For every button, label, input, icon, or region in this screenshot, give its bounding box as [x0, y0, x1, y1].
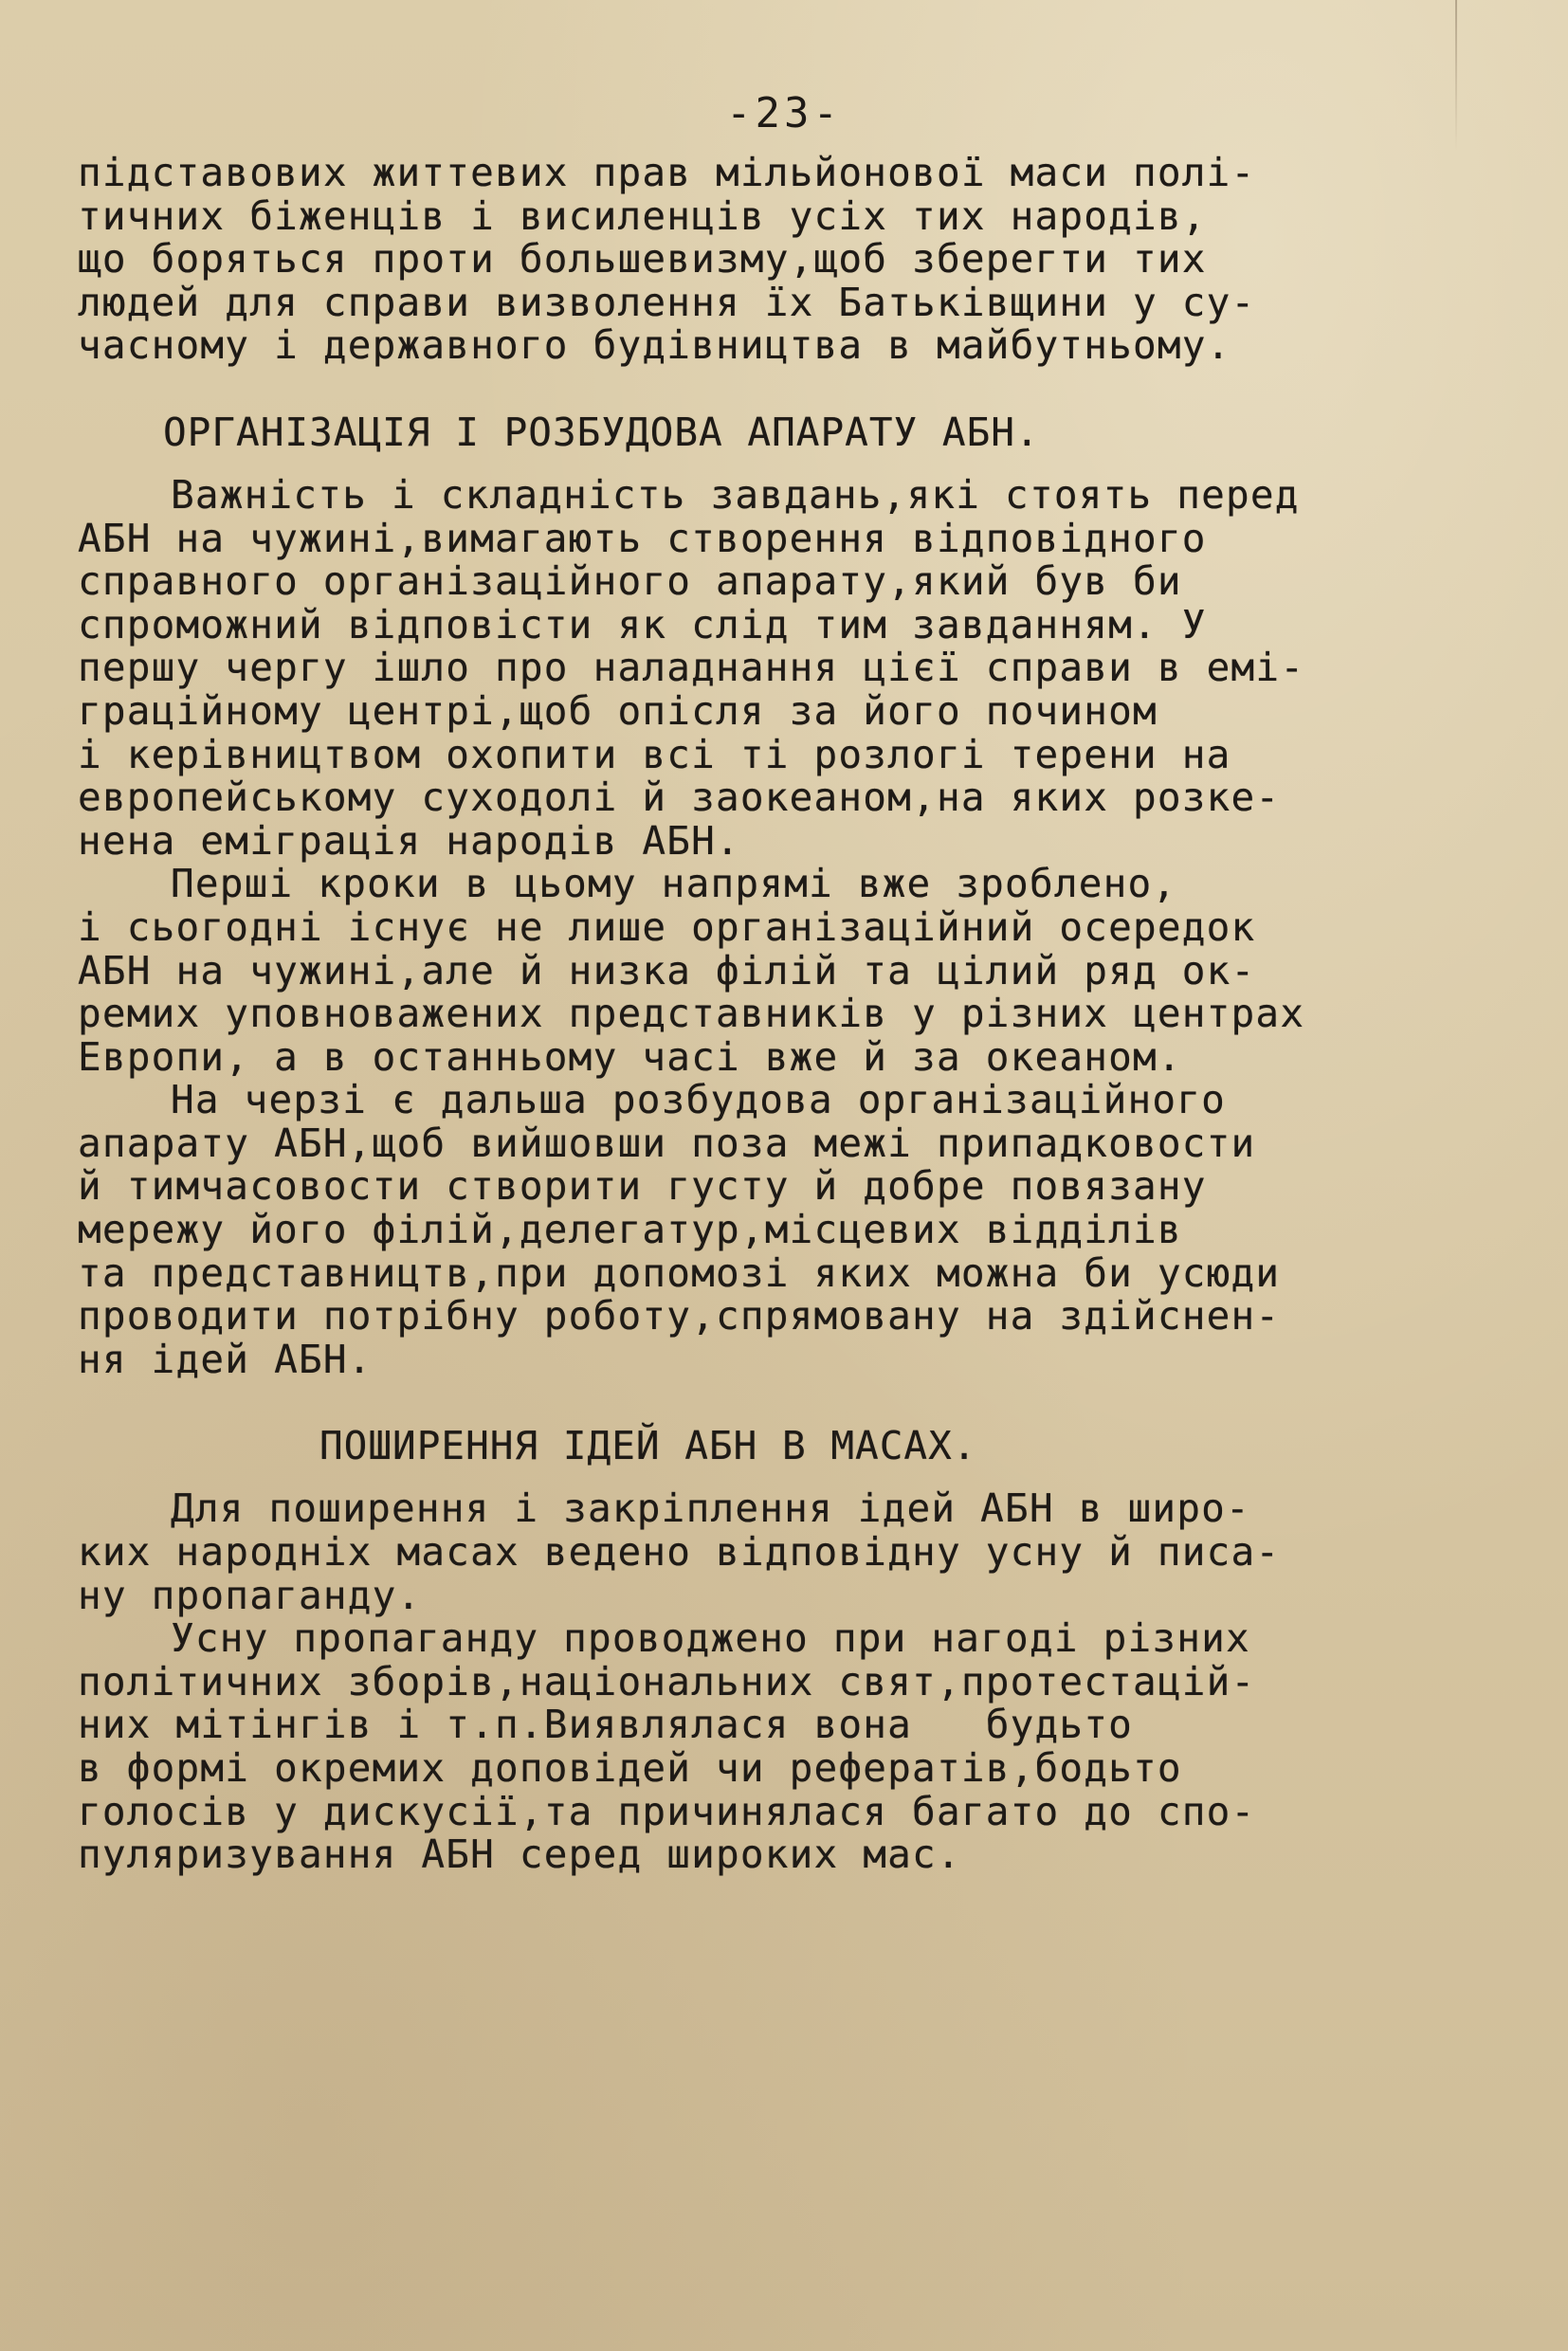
- paragraph-propaganda-intro: [78, 1487, 1528, 1617]
- text-line: ну пропаганду.: [78, 1572, 422, 1618]
- text-line: европейському суходолі й заокеаном,на яких розке-: [78, 775, 1281, 821]
- text-line: голосів у дискусії,та причинялася багато до спо-: [78, 1788, 1256, 1834]
- text-line: АБН на чужині,вимагають створення відповідного: [78, 515, 1207, 561]
- text-line: Важність і складність завдань,які стоять перед: [171, 471, 1300, 518]
- text-line: Усну пропаганду проводжено при нагоді різних: [171, 1615, 1250, 1662]
- text-line: і керівництвом охопити всі ті розлогі терени на: [78, 731, 1231, 777]
- text-line: політичних зборів,національних свят,протестацій-: [78, 1658, 1256, 1704]
- text-line: апарату АБН,щоб вийшовши поза межі припадковости: [78, 1120, 1256, 1166]
- text-line: Для поширення і закріплення ідей АБН в широ-: [171, 1485, 1250, 1532]
- text-line: Европи, а в останньому часі вже й за океаном.: [78, 1033, 1182, 1080]
- text-line: ремих уповноважених представників у різних центрах: [78, 991, 1305, 1037]
- paragraph-oral-propaganda: [78, 1617, 1528, 1877]
- text-line: часному і державного будівництва в майбутньому.: [78, 322, 1231, 369]
- text-line: й тимчасовости створити густу й добре повязану: [78, 1163, 1207, 1210]
- document-body: [78, 152, 1528, 1877]
- paragraph-first-steps: [78, 863, 1528, 1079]
- text-line: нена еміграція народів АБН.: [78, 817, 740, 864]
- text-line: і сьогодні існує не лише організаційний осередок: [78, 903, 1256, 950]
- text-line: першу чергу ішло про наладнання цієї справи в емі-: [78, 645, 1305, 691]
- text-line: людей для справи визволення їх Батьківщини у су-: [78, 279, 1256, 325]
- text-line: підставових життевих прав мільйонової маси полі-: [78, 150, 1256, 195]
- text-line: пуляризування АБН серед широких мас.: [78, 1832, 961, 1878]
- paragraph-further-development: [78, 1079, 1528, 1381]
- text-line: в формі окремих доповідей чи рефератів,бодьто: [78, 1745, 1182, 1791]
- page-number: -23-: [726, 89, 842, 137]
- text-line: справного організаційного апарату,який був би: [78, 558, 1182, 605]
- text-line: На черзі є дальша розбудова організаційного: [171, 1077, 1227, 1123]
- text-line: них мітінгів і т.п.Виявлялася вона будьто: [78, 1702, 1134, 1748]
- text-line: що боряться проти большевизму,щоб зберегти тих: [78, 236, 1207, 282]
- text-line: ня ідей АБН.: [78, 1336, 373, 1382]
- paragraph-organization-intro: [78, 471, 1528, 864]
- text-line: ких народніх масах ведено відповідну усну й писа-: [78, 1529, 1281, 1576]
- section-heading-organization: ОРГАНІЗАЦІЯ І РОЗБУДОВА АПАРАТУ АБН.: [163, 409, 1040, 455]
- text-line: АБН на чужині,але й низка філій та цілий ряд ок-: [78, 947, 1256, 993]
- text-line: Перші кроки в цьому напрямі вже зроблено,: [171, 861, 1177, 907]
- paragraph-continuation: [78, 152, 1528, 368]
- text-line: та представництв,при допомозі яких можна би усюди: [78, 1249, 1281, 1296]
- text-line: граційному центрі,щоб опісля за його почином: [78, 687, 1158, 734]
- text-line: спроможний відповісти як слід тим завданням. У: [78, 601, 1207, 647]
- section-heading-ideas-spread: ПОШИРЕННЯ ІДЕЙ АБН В МАСАХ.: [319, 1423, 977, 1469]
- text-line: тичних біженців і висиленців усіх тих народів,: [78, 192, 1207, 239]
- text-line: проводити потрібну роботу,спрямовану на здійснен-: [78, 1293, 1281, 1340]
- text-line: мережу його філій,делегатур,місцевих відділів: [78, 1207, 1182, 1253]
